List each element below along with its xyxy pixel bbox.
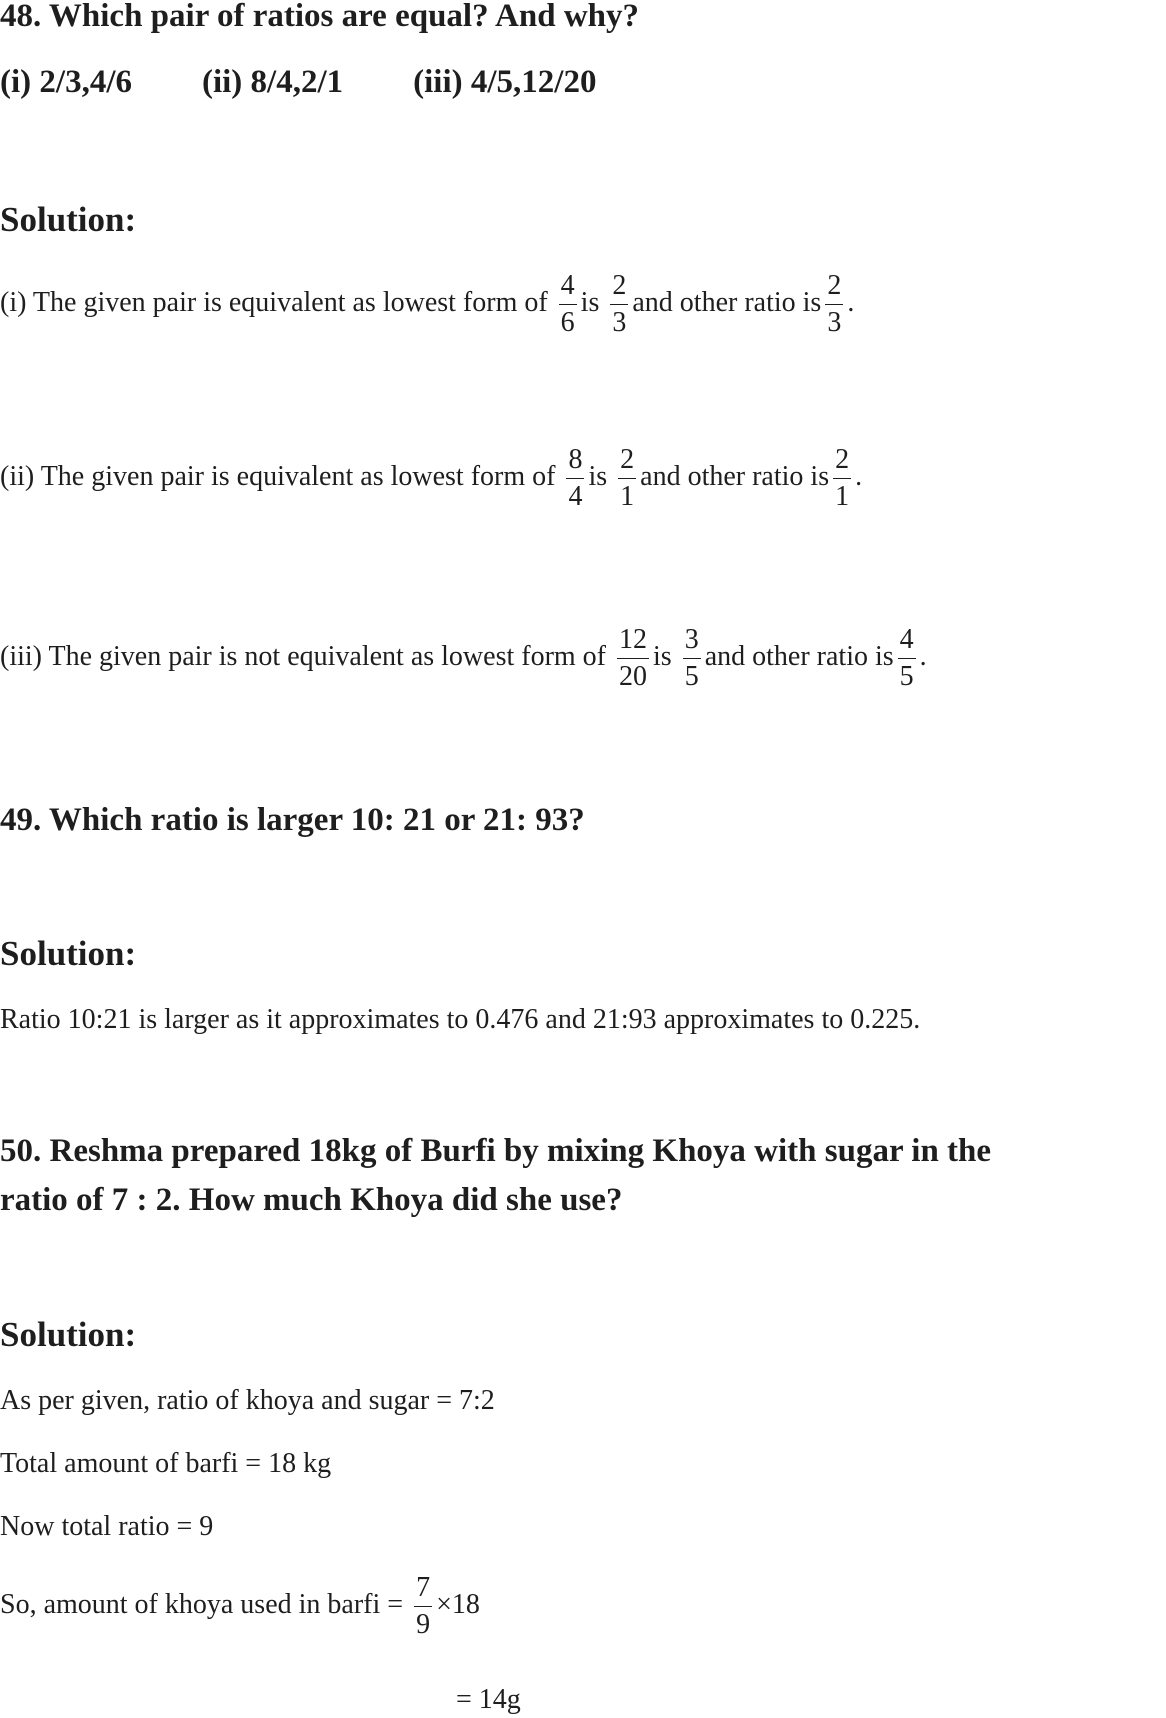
fraction: $\frac{2}{1}$ (835, 444, 850, 512)
part-text: (iii) The given pair is not equivalent as lowest form of (0, 640, 607, 672)
solution-49-text: Ratio 10:21 is larger as it approximates to 0.476 and 21:93 approximates to 0.225. (0, 1004, 921, 1035)
solution-48-part-i: (i) The given pair is equivalent as lowest form of $\frac{4}{6}$ is $\frac{2}{3}$ and other ratio is $\frac{2}{3}$ . (0, 270, 855, 338)
question-50-line-1: 50. Reshma prepared 18kg of Burfi by mixing Khoya with sugar in the (0, 1133, 992, 1169)
solution-50-line-5: = 14g (456, 1684, 521, 1715)
question-48-options (0, 66, 596, 99)
option-iii: (iii) 4/5,12/20 (413, 64, 597, 100)
question-49: 49. Which ratio is larger 10: 21 or 21: 93? (0, 802, 585, 838)
fraction: $\frac{2}{3}$ (827, 270, 842, 338)
part-text: (i) The given pair is equivalent as lowest form of (0, 286, 548, 318)
question-50-line-2: ratio of 7 : 2. How much Khoya did she use? (0, 1182, 623, 1218)
solution-heading-48: Solution: (0, 200, 137, 239)
fraction: $\frac{4}{6}$ (560, 270, 575, 338)
solution-50-line-3: Now total ratio = 9 (0, 1511, 214, 1542)
solution-heading-50: Solution: (0, 1315, 137, 1354)
question-48: 48. Which pair of ratios are equal? And why? (0, 0, 640, 34)
option-i: (i) 2/3,4/6 (0, 64, 132, 100)
fraction: $\frac{7}{9}$ (416, 1572, 431, 1640)
solution-50-line-4: So, amount of khoya used in barfi = $\frac{7}{9}$ ×18 (0, 1572, 480, 1640)
fraction: $\frac{2}{1}$ (620, 444, 635, 512)
option-ii: (ii) 8/4,2/1 (201, 64, 344, 100)
solution-heading-49: Solution: (0, 934, 137, 973)
fraction: $\frac{4}{5}$ (899, 624, 914, 692)
fraction: $\frac{8}{4}$ (568, 444, 583, 512)
fraction: $\frac{3}{5}$ (684, 624, 699, 692)
part-text: (ii) The given pair is equivalent as lowest form of (0, 460, 556, 492)
solution-50-line-1: As per given, ratio of khoya and sugar = 7:2 (0, 1385, 495, 1416)
fraction: $\frac{12}{20}$ (619, 624, 648, 692)
solution-48-part-iii: (iii) The given pair is not equivalent as lowest form of $\frac{12}{20}$ is $\frac{3}{5}$ and other ratio is $\frac{4}{5}$ . (0, 624, 927, 692)
solution-48-part-ii: (ii) The given pair is equivalent as lowest form of $\frac{8}{4}$ is $\frac{2}{1}$ and other ratio is $\frac{2}{1}$ . (0, 444, 863, 512)
solution-50-line-2: Total amount of barfi = 18 kg (0, 1448, 332, 1479)
fraction: $\frac{2}{3}$ (612, 270, 627, 338)
